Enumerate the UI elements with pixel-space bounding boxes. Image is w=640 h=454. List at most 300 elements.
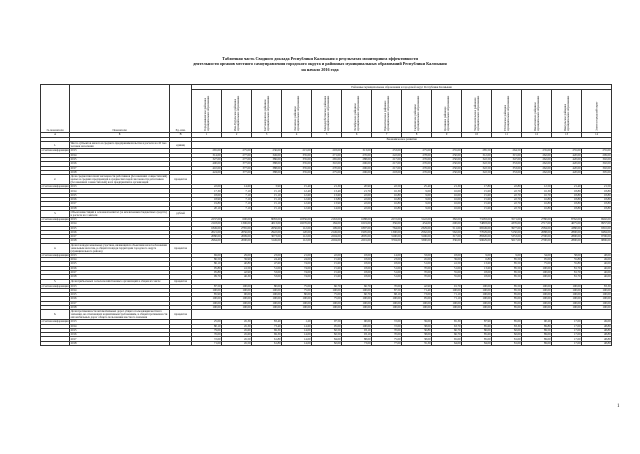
table-row <box>41 341 612 345</box>
title-line-2: деятельности органов местного самоуправления городского округа и районных муниципальных образований Республики Калмыкия <box>193 61 447 67</box>
value-cell: 100,00 <box>432 306 462 310</box>
value-cell: 16,30 <box>522 189 552 193</box>
value-cell: 18,80 <box>552 202 582 206</box>
value-cell: 38,00 <box>402 324 432 328</box>
value-cell: 100,00 <box>522 301 552 305</box>
value-cell: 9,00 <box>402 206 432 210</box>
value-cell: 377,00 <box>222 162 252 166</box>
value-cell: 20,10 <box>192 206 222 210</box>
value-cell: 18,80 <box>552 198 582 202</box>
value-cell: 39,00 <box>432 258 462 262</box>
value-cell: 454,00 <box>402 222 432 226</box>
column-index: 7 <box>372 133 402 138</box>
value-cell: 99629,00 <box>462 239 492 243</box>
value-cell: 250,00 <box>432 166 462 170</box>
value-cell: 51,00 <box>372 275 402 279</box>
value-cell: 112,00 <box>282 235 312 239</box>
value-cell: 9,00 <box>462 253 492 257</box>
row-year: 2017 <box>70 301 170 305</box>
value-cell: 85,00 <box>492 301 522 305</box>
value-cell: 7,10 <box>222 198 252 202</box>
column-index: 2 <box>222 133 252 138</box>
value-cell: 75,00 <box>312 293 342 297</box>
value-cell: 45,60 <box>222 333 252 337</box>
col-header-no: № показателя <box>41 85 70 133</box>
value-cell: 16,00 <box>432 189 462 193</box>
value-cell: 85,00 <box>462 337 492 341</box>
value-cell: 100,00 <box>282 306 312 310</box>
value-cell: 45,30 <box>222 320 252 324</box>
value-cell: 3196,00 <box>402 235 432 239</box>
value-cell: 69,00 <box>192 253 222 257</box>
value-cell: 39,00 <box>402 320 432 324</box>
col-header-indicator: Показатели <box>70 85 170 133</box>
value-cell: 73283,00 <box>462 217 492 221</box>
document-title <box>150 56 490 72</box>
table-body <box>41 133 612 346</box>
value-cell: 13,40 <box>312 189 342 193</box>
row-label: отчетная информация <box>41 319 69 324</box>
value-cell: 3390,00 <box>402 239 432 243</box>
value-cell: 80,10 <box>192 324 222 328</box>
value-cell: 100,00 <box>252 297 282 301</box>
value-cell: 85,50 <box>492 258 522 262</box>
value-cell: 82,00 <box>312 341 342 345</box>
value-cell: 15,10 <box>252 198 282 202</box>
value-cell: 66,70 <box>432 328 462 332</box>
value-cell: 18,80 <box>582 202 612 206</box>
value-cell: 112,00 <box>282 226 312 230</box>
value-cell: 45,00 <box>402 258 432 262</box>
value-cell: 74,00 <box>282 266 312 270</box>
title-line-3: на начало 2016 года <box>301 66 339 72</box>
value-cell: 81,70 <box>552 270 582 274</box>
row-year: 2017 <box>70 337 170 341</box>
value-cell: 317,00 <box>432 235 462 239</box>
value-cell: 335,00 <box>282 166 312 170</box>
row-year: 2015 <box>70 193 170 197</box>
value-cell: 55,80 <box>552 258 582 262</box>
row-year: 2013 <box>70 217 170 221</box>
value-cell: 17,30 <box>192 189 222 193</box>
row-year: 2013 <box>70 149 170 153</box>
value-cell: 15,60 <box>312 275 342 279</box>
value-cell: 12,60 <box>282 206 312 210</box>
value-cell: 100,00 <box>282 301 312 305</box>
row-year: 2015 <box>70 157 170 161</box>
value-cell: 386,00 <box>252 157 282 161</box>
value-cell: 9896,00 <box>582 239 612 243</box>
value-cell: 100,00 <box>402 306 432 310</box>
value-cell: 100,00 <box>552 284 582 288</box>
value-cell: 15,10 <box>252 206 282 210</box>
row-label: отчетная информация <box>41 184 69 189</box>
value-cell: 55,80 <box>552 262 582 266</box>
value-cell: 12,50 <box>522 185 552 189</box>
value-cell: 82,50 <box>312 333 342 337</box>
value-cell: 85,60 <box>462 324 492 328</box>
value-cell: 84,00 <box>462 341 492 345</box>
value-cell: 3190,00 <box>372 235 402 239</box>
value-cell: 335,00 <box>282 170 312 174</box>
indicator-name: Доля площади земельных участков, являющихся объектами налогообложения земельным налогом, в общей площади территории городского округа (муниципального района) <box>70 243 170 253</box>
value-cell: 100,00 <box>342 288 372 292</box>
value-cell: 302,00 <box>582 157 612 161</box>
value-cell: 218,00 <box>372 170 402 174</box>
indicator-unit: единиц <box>170 142 192 149</box>
column-index: 6 <box>342 133 372 138</box>
value-cell: 70,00 <box>402 275 432 279</box>
value-cell: 45,60 <box>222 328 252 332</box>
value-cell: 3,90 <box>252 185 282 189</box>
value-cell: 1619,00 <box>342 222 372 226</box>
value-cell: 89,50 <box>522 328 552 332</box>
column-index: 8 <box>402 133 432 138</box>
value-cell: 34,00 <box>522 253 552 257</box>
row-year: 2015 <box>70 293 170 297</box>
value-cell: 69,30 <box>252 333 282 337</box>
value-cell: 66,70 <box>312 284 342 288</box>
value-cell: 100,00 <box>582 301 612 305</box>
indicator-name: Доля среднесписочной численности работников (без внешних совместителей) малых и средних предприятий в среднесписочной численности работников (без внешних совместителей) всех предприятий и организаций <box>70 175 170 185</box>
value-cell: 100,00 <box>582 288 612 292</box>
value-cell: 73,40 <box>252 324 282 328</box>
value-cell: 2080,00 <box>192 235 222 239</box>
value-cell: 40,80 <box>222 262 252 266</box>
value-cell: 75,00 <box>282 288 312 292</box>
value-cell: 77,00 <box>372 341 402 345</box>
value-cell: 100,00 <box>522 266 552 270</box>
row-year: 2016 <box>70 162 170 166</box>
value-cell: 424,00 <box>192 170 222 174</box>
value-cell: 100,00 <box>522 284 552 288</box>
value-cell: 15,10 <box>252 189 282 193</box>
value-cell: 88,00 <box>342 337 372 341</box>
value-cell: 61,80 <box>252 337 282 341</box>
row-label: отчетная информация <box>41 148 69 153</box>
indicator-row <box>41 210 612 217</box>
value-cell: 82,50 <box>312 328 342 332</box>
col-header-municipalities: Районные муниципальные образования и городской округ Республики Калмыкия <box>192 85 612 90</box>
row-year: 2014 <box>70 324 170 328</box>
value-cell: 2688,00 <box>522 230 552 234</box>
value-cell: 53,00 <box>252 275 282 279</box>
value-cell: 100,00 <box>552 288 582 292</box>
value-cell: 347,00 <box>492 157 522 161</box>
value-cell: 12,60 <box>282 202 312 206</box>
value-cell: 48,80 <box>582 333 612 337</box>
value-cell: 100,00 <box>462 293 492 297</box>
value-cell: 75,00 <box>312 297 342 301</box>
value-cell: 2800,00 <box>552 239 582 243</box>
value-cell: 83,30 <box>492 324 522 328</box>
value-cell: 388,00 <box>252 166 282 170</box>
value-cell: 100,00 <box>192 288 222 292</box>
value-cell: 5617,00 <box>492 239 522 243</box>
value-cell: 18,00 <box>342 270 372 274</box>
row-year: 2018 <box>70 341 170 345</box>
col-header-municipality: Октябрьское районное муниципальное образование <box>342 90 372 133</box>
value-cell: 14,00 <box>282 333 312 337</box>
value-cell: 46,30 <box>222 275 252 279</box>
value-cell: 18,00 <box>342 275 372 279</box>
column-index: Б <box>70 133 170 138</box>
value-cell: 82,00 <box>492 333 522 337</box>
value-cell: 315,00 <box>492 153 522 157</box>
value-cell: 41,50 <box>432 262 462 266</box>
value-cell: 22,00 <box>342 206 372 210</box>
value-cell: 690,00 <box>222 217 252 221</box>
value-cell: 9,00 <box>402 202 432 206</box>
col-header-municipality: Яшалтинское районное муниципальное образование <box>522 90 552 133</box>
value-cell: 19,80 <box>192 202 222 206</box>
value-cell: 53,00 <box>252 270 282 274</box>
value-cell: 86,00 <box>462 328 492 332</box>
row-year: 2017 <box>70 270 170 274</box>
value-cell: 87,50 <box>192 284 222 288</box>
value-cell: 45,50 <box>222 341 252 345</box>
value-cell: 23,00 <box>252 253 282 257</box>
column-index: 11 <box>492 133 522 138</box>
value-cell: 70,00 <box>402 270 432 274</box>
value-cell: 184,00 <box>312 222 342 226</box>
indicator-number: 2. <box>41 175 70 185</box>
value-cell: 100,00 <box>222 288 252 292</box>
value-cell: 255,00 <box>582 149 612 153</box>
value-cell: 21,30 <box>312 185 342 189</box>
value-cell: 7,10 <box>222 189 252 193</box>
value-cell: 16,80 <box>522 206 552 210</box>
value-cell: 1688,00 <box>342 217 372 221</box>
value-cell: 388,00 <box>252 170 282 174</box>
value-cell: 85,00 <box>492 306 522 310</box>
row-year: 2015 <box>70 262 170 266</box>
value-cell: 87,50 <box>372 288 402 292</box>
value-cell: 72,00 <box>372 324 402 328</box>
row-year: 2014 <box>70 153 170 157</box>
value-cell: 20,90 <box>342 185 372 189</box>
value-cell: 85,60 <box>462 333 492 337</box>
col-header-municipality: Малодербетовское районное муниципальное образование <box>312 90 342 133</box>
value-cell: 21,70 <box>342 189 372 193</box>
value-cell: 71,10 <box>432 297 462 301</box>
value-cell: 99,70 <box>192 275 222 279</box>
value-cell: 100,00 <box>372 301 402 305</box>
value-cell: 25,00 <box>192 320 222 324</box>
value-cell: 100,00 <box>522 297 552 301</box>
value-cell: 24,00 <box>282 258 312 262</box>
value-cell: 24,40 <box>252 258 282 262</box>
value-cell: 275,00 <box>402 149 432 153</box>
value-cell: 22,00 <box>192 185 222 189</box>
row-year: 2018 <box>70 206 170 210</box>
value-cell: 64,00 <box>432 341 462 345</box>
value-cell: 8083,00 <box>252 217 282 221</box>
value-cell: 217,00 <box>372 162 402 166</box>
value-cell: 262,00 <box>522 157 552 161</box>
value-cell: 120,00 <box>282 230 312 234</box>
value-cell: 277,00 <box>222 157 252 161</box>
value-cell: 2149,00 <box>312 230 342 234</box>
value-cell: 58,00 <box>552 253 582 257</box>
value-cell: 46,00 <box>582 266 612 270</box>
row-year: 2015 <box>70 226 170 230</box>
row-year: 2018 <box>70 275 170 279</box>
value-cell: 100,00 <box>522 306 552 310</box>
value-cell: 48,80 <box>582 341 612 345</box>
value-cell: 2780,00 <box>522 217 552 221</box>
value-cell: 22,00 <box>312 253 342 257</box>
column-index: 4 <box>282 133 312 138</box>
value-cell: 89,00 <box>522 333 552 337</box>
value-cell: 83,40 <box>252 320 282 324</box>
value-cell: 100,00 <box>582 297 612 301</box>
value-cell: 112,00 <box>282 239 312 243</box>
value-cell: 65,30 <box>432 320 462 324</box>
value-cell: 100,00 <box>522 288 552 292</box>
value-cell: 85,50 <box>492 275 522 279</box>
value-cell: 77029,00 <box>462 230 492 234</box>
value-cell: 70,00 <box>372 284 402 288</box>
value-cell: 25,40 <box>402 185 432 189</box>
value-cell: 85,90 <box>192 293 222 297</box>
value-cell: 18,80 <box>552 193 582 197</box>
value-cell: 22,00 <box>342 193 372 197</box>
value-cell: 100,00 <box>372 306 402 310</box>
indicator-row <box>41 243 612 253</box>
value-cell: 45,50 <box>222 337 252 341</box>
value-cell: 15,60 <box>312 262 342 266</box>
value-cell: 15,60 <box>312 270 342 274</box>
value-cell: 49,00 <box>582 320 612 324</box>
value-cell: 88326,00 <box>462 235 492 239</box>
indicator-number: 5. <box>41 279 70 284</box>
indicator-unit: процентов <box>170 279 192 284</box>
value-cell: 48,80 <box>582 337 612 341</box>
value-cell: 21,50 <box>582 185 612 189</box>
value-cell: 100,00 <box>522 293 552 297</box>
value-cell: 100,00 <box>192 297 222 301</box>
value-cell: 84,00 <box>312 337 342 341</box>
value-cell: 51,00 <box>252 266 282 270</box>
value-cell: 3149,00 <box>252 239 282 243</box>
value-cell: 13,60 <box>462 262 492 266</box>
value-cell: 46,00 <box>582 262 612 266</box>
value-cell: 47,60 <box>252 262 282 266</box>
value-cell: 511,00 <box>432 226 462 230</box>
value-cell: 305,00 <box>582 170 612 174</box>
value-cell: 293,00 <box>312 149 342 153</box>
value-cell: 275,00 <box>222 149 252 153</box>
row-year: 2017 <box>70 166 170 170</box>
value-cell: 2765,00 <box>222 226 252 230</box>
value-cell: 18,00 <box>342 253 372 257</box>
col-header-municipality: Элиста городской округ <box>582 90 612 133</box>
value-cell: 296,00 <box>342 170 372 174</box>
value-cell: 80,00 <box>252 284 282 288</box>
value-cell: 15,60 <box>462 189 492 193</box>
column-index: А <box>41 133 70 138</box>
value-cell: 18,80 <box>552 206 582 210</box>
value-cell: 18,00 <box>342 262 372 266</box>
value-cell: 2204,00 <box>312 235 342 239</box>
indicators-table <box>40 84 612 346</box>
value-cell: 74,00 <box>282 270 312 274</box>
row-year: 2013 <box>70 253 170 257</box>
value-cell: 262,00 <box>522 153 552 157</box>
row-year: 2017 <box>70 235 170 239</box>
value-cell: 73,00 <box>402 293 432 297</box>
value-cell: 312,00 <box>462 153 492 157</box>
value-cell: 100,00 <box>342 301 372 305</box>
value-cell: 100,00 <box>462 288 492 292</box>
value-cell: 22,00 <box>342 198 372 202</box>
value-cell: 35,30 <box>402 341 432 345</box>
value-cell: 2237,00 <box>192 217 222 221</box>
value-cell: 2656,00 <box>252 226 282 230</box>
value-cell: 10276,00 <box>282 222 312 226</box>
value-cell: 75,00 <box>522 262 552 266</box>
value-cell: 51,00 <box>372 270 402 274</box>
value-cell: 6,80 <box>462 258 492 262</box>
value-cell: 100,00 <box>552 297 582 301</box>
value-cell: 377,00 <box>222 170 252 174</box>
value-cell: 89,80 <box>522 324 552 328</box>
value-cell: 12,60 <box>282 198 312 202</box>
title-line-1: Табличная часть Сводного доклада Республики Калмыкия о результатах мониторинга эффективности <box>222 56 418 61</box>
value-cell: 250,00 <box>432 170 462 174</box>
value-cell: 18,90 <box>192 198 222 202</box>
value-cell: 95,00 <box>312 324 342 328</box>
value-cell: 265,00 <box>312 157 342 161</box>
row-label: отчетная информация <box>41 253 69 257</box>
value-cell: 1300,00 <box>372 230 402 234</box>
value-cell: 85,50 <box>492 266 522 270</box>
value-cell: 255,00 <box>432 149 462 153</box>
row-year: 2013 <box>70 185 170 189</box>
value-cell: 74803,00 <box>462 222 492 226</box>
indicator-unit: рублей <box>170 210 192 217</box>
value-cell: 215,00 <box>282 149 312 153</box>
value-cell: 3122,00 <box>402 217 432 221</box>
value-cell: 296,00 <box>342 162 372 166</box>
value-cell: 93,10 <box>342 333 372 337</box>
value-cell: 199,00 <box>312 226 342 230</box>
value-cell: 9484,00 <box>582 230 612 234</box>
value-cell: 2922,00 <box>252 230 282 234</box>
row-year: 2017 <box>70 202 170 206</box>
value-cell: 85,00 <box>492 297 522 301</box>
value-cell: 16,00 <box>432 193 462 197</box>
value-cell: 100,00 <box>312 288 342 292</box>
value-cell: 86,10 <box>192 262 222 266</box>
col-header-municipality: Яшкульское районное муниципальное образование <box>552 90 582 133</box>
value-cell: 70,00 <box>402 266 432 270</box>
value-cell: 100,00 <box>552 301 582 305</box>
value-cell: 36,80 <box>402 328 432 332</box>
row-year: 2013 <box>70 284 170 288</box>
row-year: 2016 <box>70 266 170 270</box>
value-cell: 80,00 <box>282 293 312 297</box>
value-cell: 217,00 <box>372 166 402 170</box>
row-year: 2014 <box>70 189 170 193</box>
value-cell: 13,60 <box>462 266 492 270</box>
col-header-municipality: Лаганское районное муниципальное образование <box>282 90 312 133</box>
value-cell: 313,00 <box>342 149 372 153</box>
value-cell: 322,50 <box>462 166 492 170</box>
indicator-row <box>41 142 612 149</box>
value-cell: 75,00 <box>372 337 402 341</box>
